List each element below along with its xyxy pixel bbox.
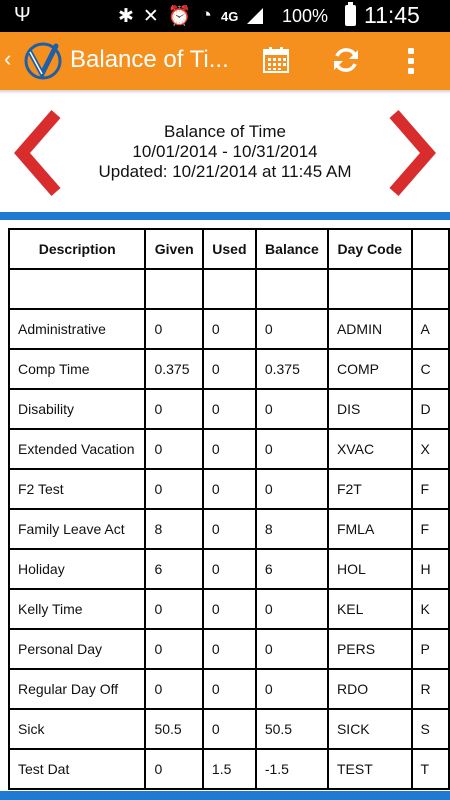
period-info — [70, 122, 380, 182]
cell-balance: 0 — [256, 469, 328, 509]
cell-extra: H — [412, 549, 449, 589]
bottom-bar — [0, 791, 450, 800]
cell-description: Kelly Time — [9, 589, 145, 629]
usb-icon: Ψ — [14, 4, 31, 26]
cell-day-code: SICK — [328, 709, 412, 749]
cell-used: 0 — [203, 389, 256, 429]
cell-balance: -1.5 — [256, 749, 328, 789]
column-header-description[interactable]: Description — [9, 229, 145, 269]
cell-balance — [256, 269, 328, 309]
page-title: Balance of Ti... — [70, 46, 229, 73]
cell-given: 0 — [145, 429, 202, 469]
table-row[interactable] — [9, 509, 449, 549]
cell-day-code: XVAC — [328, 429, 412, 469]
cell-extra: T — [412, 749, 449, 789]
cell-description: Administrative — [9, 309, 145, 349]
cell-balance: 0 — [256, 389, 328, 429]
updated-timestamp: Updated: 10/21/2014 at 11:45 AM — [98, 162, 352, 181]
back-chevron-icon[interactable]: ‹ — [4, 46, 12, 71]
cell-balance: 0 — [256, 629, 328, 669]
table-row[interactable] — [9, 749, 449, 789]
cell-extra: P — [412, 629, 449, 669]
cell-used: 1.5 — [203, 749, 256, 789]
table-body — [9, 269, 449, 789]
overflow-menu-icon[interactable] — [407, 48, 415, 76]
wifi-icon: ◔ — [200, 5, 212, 26]
cell-day-code: KEL — [328, 589, 412, 629]
cell-description: Holiday — [9, 549, 145, 589]
cell-extra: R — [412, 669, 449, 709]
cell-extra: K — [412, 589, 449, 629]
cell-extra — [412, 269, 449, 309]
cell-balance: 0.375 — [256, 349, 328, 389]
cell-description: F2 Test — [9, 469, 145, 509]
cell-used: 0 — [203, 429, 256, 469]
table-row[interactable] — [9, 469, 449, 509]
cell-extra: D — [412, 389, 449, 429]
signal-icon — [247, 8, 263, 24]
cell-balance: 8 — [256, 509, 328, 549]
cell-description: Personal Day — [9, 629, 145, 669]
cell-given: 0 — [145, 309, 202, 349]
cell-balance: 6 — [256, 549, 328, 589]
cell-day-code: RDO — [328, 669, 412, 709]
date-range: 10/01/2014 - 10/31/2014 — [132, 142, 318, 161]
table-row[interactable] — [9, 549, 449, 589]
app-logo[interactable] — [22, 40, 64, 82]
cell-day-code: F2T — [328, 469, 412, 509]
clock: 11:45 — [364, 2, 420, 28]
next-period-arrow-icon[interactable] — [384, 108, 440, 198]
cell-balance: 0 — [256, 429, 328, 469]
cell-used: 0 — [203, 709, 256, 749]
previous-period-arrow-icon[interactable] — [10, 108, 66, 198]
cell-description: Regular Day Off — [9, 669, 145, 709]
cell-description: Extended Vacation — [9, 429, 145, 469]
table-row[interactable] — [9, 269, 449, 309]
calendar-icon[interactable] — [262, 46, 290, 74]
column-header-used[interactable]: Used — [203, 229, 256, 269]
cell-day-code: FMLA — [328, 509, 412, 549]
network-label: 4G — [221, 8, 239, 24]
cell-description: Test Dat — [9, 749, 145, 789]
table-header-row — [9, 229, 449, 269]
cell-day-code: COMP — [328, 349, 412, 389]
cell-balance: 0 — [256, 309, 328, 349]
cell-given: 0.375 — [145, 349, 202, 389]
cell-given: 0 — [145, 469, 202, 509]
cell-balance: 0 — [256, 589, 328, 629]
app-bar — [0, 32, 450, 90]
report-title: Balance of Time — [164, 122, 286, 141]
battery-percent: 100% — [282, 6, 329, 26]
divider-bar — [0, 212, 450, 220]
refresh-icon[interactable] — [330, 44, 362, 76]
cell-used: 0 — [203, 349, 256, 389]
cell-balance: 50.5 — [256, 709, 328, 749]
cell-extra: X — [412, 429, 449, 469]
status-bar — [0, 0, 450, 32]
column-header-given[interactable]: Given — [145, 229, 202, 269]
cell-extra: F — [412, 509, 449, 549]
balance-table-container[interactable] — [0, 220, 450, 791]
column-header-day-code[interactable]: Day Code — [328, 229, 412, 269]
cell-day-code — [328, 269, 412, 309]
bluetooth-icon: ✱ — [118, 5, 134, 27]
cell-given: 0 — [145, 749, 202, 789]
cell-given: 6 — [145, 549, 202, 589]
table-row[interactable] — [9, 669, 449, 709]
cell-given: 0 — [145, 389, 202, 429]
cell-description — [9, 269, 145, 309]
cell-used: 0 — [203, 509, 256, 549]
cell-given — [145, 269, 202, 309]
cell-used: 0 — [203, 469, 256, 509]
cell-day-code: TEST — [328, 749, 412, 789]
cell-description: Family Leave Act — [9, 509, 145, 549]
cell-balance: 0 — [256, 669, 328, 709]
cell-description: Comp Time — [9, 349, 145, 389]
cell-extra: S — [412, 709, 449, 749]
table-row[interactable] — [9, 389, 449, 429]
cell-day-code: PERS — [328, 629, 412, 669]
balance-table — [8, 228, 450, 790]
cell-given: 8 — [145, 509, 202, 549]
column-header-extra[interactable] — [412, 229, 449, 269]
cell-used: 0 — [203, 629, 256, 669]
table-row[interactable] — [9, 309, 449, 349]
cell-given: 0 — [145, 669, 202, 709]
cell-description: Disability — [9, 389, 145, 429]
table-row[interactable] — [9, 589, 449, 629]
cell-given: 50.5 — [145, 709, 202, 749]
table-row[interactable] — [9, 629, 449, 669]
cell-used: 0 — [203, 669, 256, 709]
cell-used — [203, 269, 256, 309]
cell-given: 0 — [145, 629, 202, 669]
cell-used: 0 — [203, 589, 256, 629]
alarm-icon: ⏰ — [167, 6, 192, 27]
cell-extra: C — [412, 349, 449, 389]
column-header-balance[interactable]: Balance — [256, 229, 328, 269]
cell-day-code: ADMIN — [328, 309, 412, 349]
cell-used: 0 — [203, 309, 256, 349]
mute-icon: ✕ — [142, 5, 159, 27]
cell-given: 0 — [145, 589, 202, 629]
table-row[interactable] — [9, 349, 449, 389]
period-header — [0, 94, 450, 212]
cell-used: 0 — [203, 549, 256, 589]
cell-extra: A — [412, 309, 449, 349]
cell-extra: F — [412, 469, 449, 509]
cell-day-code: HOL — [328, 549, 412, 589]
cell-description: Sick — [9, 709, 145, 749]
cell-day-code: DIS — [328, 389, 412, 429]
table-row[interactable] — [9, 429, 449, 469]
table-row[interactable] — [9, 709, 449, 749]
battery-icon — [345, 5, 356, 26]
